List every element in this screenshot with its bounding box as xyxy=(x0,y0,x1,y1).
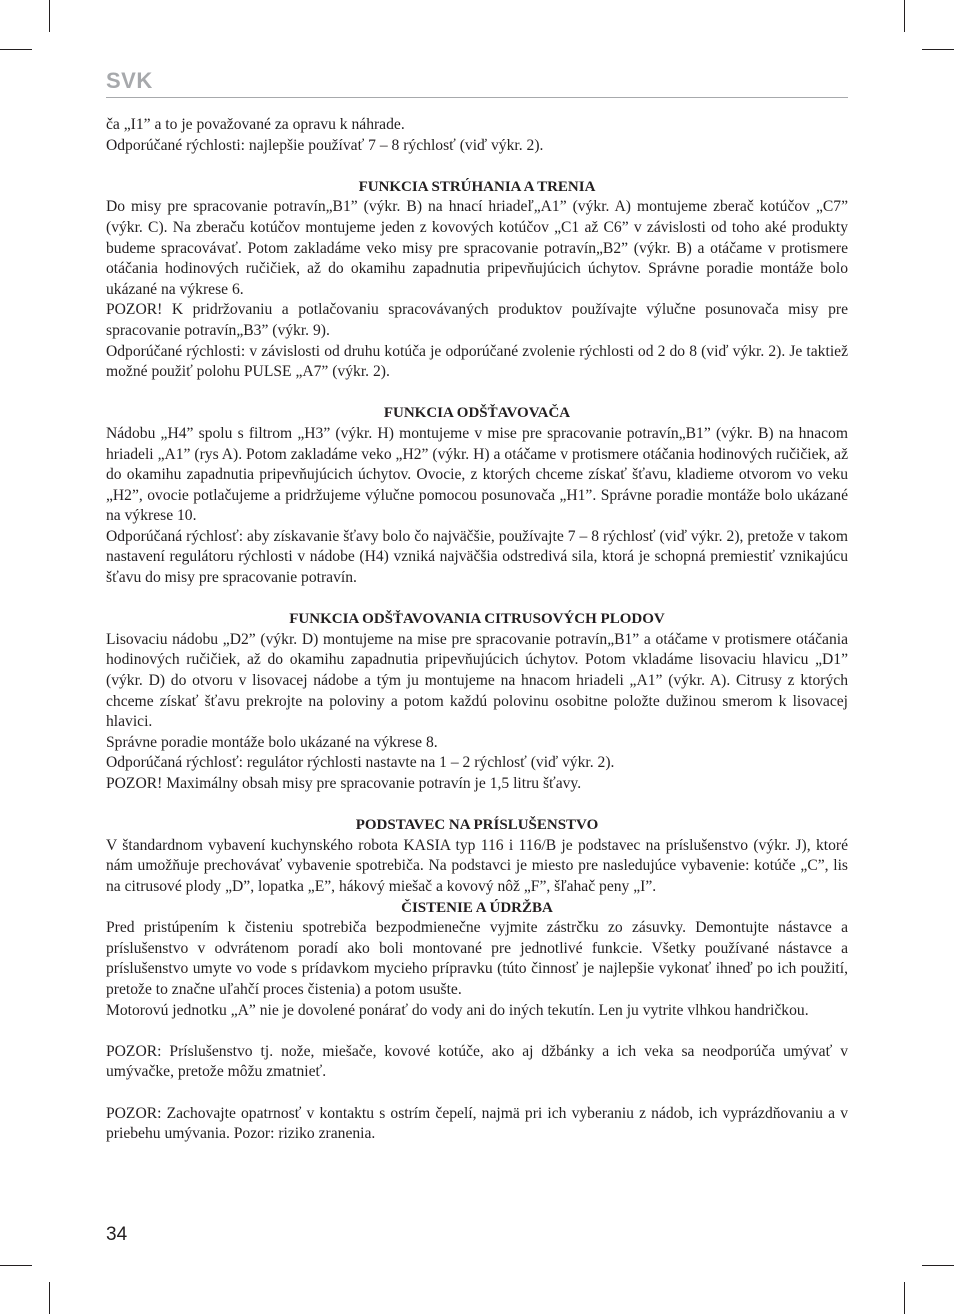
page-number: 34 xyxy=(106,1224,128,1245)
paragraph: Odporúčané rýchlosti: v závislosti od druhu kotúča je odporúčané zvolenie rýchlosti od 2 do 8 (viď výkr. 2). Je taktiež možné použiť polohu PULSE „A7” (výkr. 2). xyxy=(106,342,848,381)
spacer xyxy=(106,589,848,610)
paragraph: POZOR: Príslušenstvo tj. nože, miešače, kovové kotúče, ako aj džbánky a ich veka sa neodporúča umývať v umývačke, pretože môžu zmatnieť. xyxy=(106,1042,848,1081)
spacer xyxy=(106,383,848,404)
paragraph: Motorovú jednotku „A” nie je dovolené ponárať do vody ani do iných tekutín. Len ju vytrite vlhkou handričkou. xyxy=(106,1001,809,1019)
spacer xyxy=(106,795,848,816)
document-body xyxy=(106,115,848,1145)
section-heading: FUNKCIA ODŠŤAVOVAČA xyxy=(383,405,571,422)
crop-mark-right-bottom xyxy=(922,1265,954,1266)
crop-mark-bottom-left xyxy=(49,1282,50,1314)
language-label: SVK xyxy=(106,68,153,93)
spacer xyxy=(106,156,848,177)
header-rule xyxy=(106,97,848,98)
paragraph: POZOR! K pridržovaniu a potlačovaniu spracovávaných produktov používajte výlučne posunovača misy pre spracovanie potravín„B3” (výkr. 9). xyxy=(106,301,848,339)
paragraph: POZOR! Maximálny obsah misy pre spracovanie potravín je 1,5 litru šťavy. xyxy=(106,775,582,792)
section-heading: ČISTENIE A ÚDRŽBA xyxy=(401,899,553,916)
paragraph: Odporúčaná rýchlosť: aby získavanie šťavy bolo čo najväčšie, používajte 7 – 8 rýchlosť (viď výkr. 2), pretože v takom nastavení regulátoru rýchlosti v nádobe (H4) vzniká najväčšia odstredivá sila, ktorá je schopná premiestiť vznikajúcu šťavu do misy pre spracovanie potravín. xyxy=(106,527,848,587)
paragraph: Odporúčané rýchlosti: najlepšie používať 7 – 8 rýchlosť (viď výkr. 2). xyxy=(106,136,544,154)
crop-mark-top-right xyxy=(904,0,905,32)
crop-mark-right-top xyxy=(922,49,954,50)
section-heading: FUNKCIA STRÚHANIA A TRENIA xyxy=(358,178,596,195)
paragraph: Nádobu „H4” spolu s filtrom „H3” (výkr. H) montujeme v mise pre spracovanie potravín„B1” (výkr. B) na hnacom hriadeli „A1” (rys A). Potom zakladáme veko „H2” (výkr. H) a otáčame v protismere otáčania hodinových ručičiek, až do okamihu zapadnutia pripevňujúcich úchytov. Ovocie, z ktorých chceme získať šťavu, kladieme otvorom vo veku „H2”, ovocie potlačujeme a pridržujeme výlučne pomocou posunovača „H1”. Správne poradie montáže bolo ukázané na výkrese 10. xyxy=(106,424,848,525)
paragraph: V štandardnom vybavení kuchynského robota KASIA typ 116 i 116/B je podstavec na príslušenstvo (výkr. J), ktoré nám umožňuje prechovávať vybavenie spotrebiča. Na podstavci je miesto pre nasledujúce vybavenie: kotúče „C”, lis na citrusové plody „D”, lopatka „E”, hákový miešač a kovový nôž „F”, šľahač peny „I”. xyxy=(106,836,848,895)
paragraph: Do misy pre spracovanie potravín„B1” (výkr. B) na hnací hriadeľ„A1” (výkr. A) montujeme zberač kotúčov „C7” (výkr. C). Na zberaču kotúčov montujeme jeden z kovových kotúčov „C1 až C6” v závislosti od toho aké produkty budeme spracovávať. Potom zakladáme veko misy pre spracovanie potravín„B2” (výkr. B) a otáčame v protismere otáčania hodinových ručičiek, až do okamihu zapadnutia pripevňujúcich úchytov. Správne poradie montáže bolo ukázané na výkrese 6. xyxy=(106,198,848,298)
section-heading: PODSTAVEC NA PRÍSLUŠENSTVO xyxy=(355,817,599,834)
paragraph: Lisovaciu nádobu „D2” (výkr. D) montujeme na mise pre spracovanie potravín„B1” a otáčame v protismere otáčania hodinových ručičiek, až do okamihu zapadnutia pripevňujúcich úchytov. Potom vkladáme lisovaciu hlavicu „D1” (výkr. D) do otvoru v lisovacej nádobe a tým ju montujeme na hnacom hriadeli „A1” (výkr. A). Citrusy z ktorých chceme získať šťavu prekrojte na poloviny a potom každú polovinu osobitne položte dužinou smerom k lisovacej hlavici. xyxy=(106,630,848,731)
paragraph: Pred pristúpením k čisteniu spotrebiča bezpodmienečne vyjmite zástrčku zo zásuvky. Demontujte nástavce a príslušenstvo v odvrátenom poradí ako boli montované pre jednotlivé funkcie. Všetky používané nástavce a príslušenstvo umyte vo vode s prídavkom mycieho prípravku (túto činnosť je najlepšie vykonať ihneď po ich použití, pretože to značne uľahčí proces čistenia) a potom usušte. xyxy=(106,919,848,998)
crop-mark-top-left xyxy=(49,0,50,32)
crop-mark-left-bottom xyxy=(0,1265,32,1266)
paragraph: ča „I1” a to je považované za opravu k náhrade. xyxy=(106,116,405,133)
paragraph: POZOR: Zachovajte opatrnosť v kontaktu s ostrím čepelí, najmä pri ich vyberaniu z nádob, ich vyprázdňovaniu a v priebehu umývania. Pozor: riziko zranenia. xyxy=(106,1104,848,1143)
crop-mark-bottom-right xyxy=(904,1282,905,1314)
paragraph: Odporúčaná rýchlosť: regulátor rýchlosti nastavte na 1 – 2 rýchlosť (viď výkr. 2). xyxy=(106,754,615,772)
spacer xyxy=(106,1021,848,1042)
paragraph: Správne poradie montáže bolo ukázané na výkrese 8. xyxy=(106,733,438,751)
crop-mark-left-top xyxy=(0,49,32,50)
section-heading: FUNKCIA ODŠŤAVOVANIA CITRUSOVÝCH PLODOV xyxy=(289,611,665,628)
spacer xyxy=(106,1083,848,1104)
